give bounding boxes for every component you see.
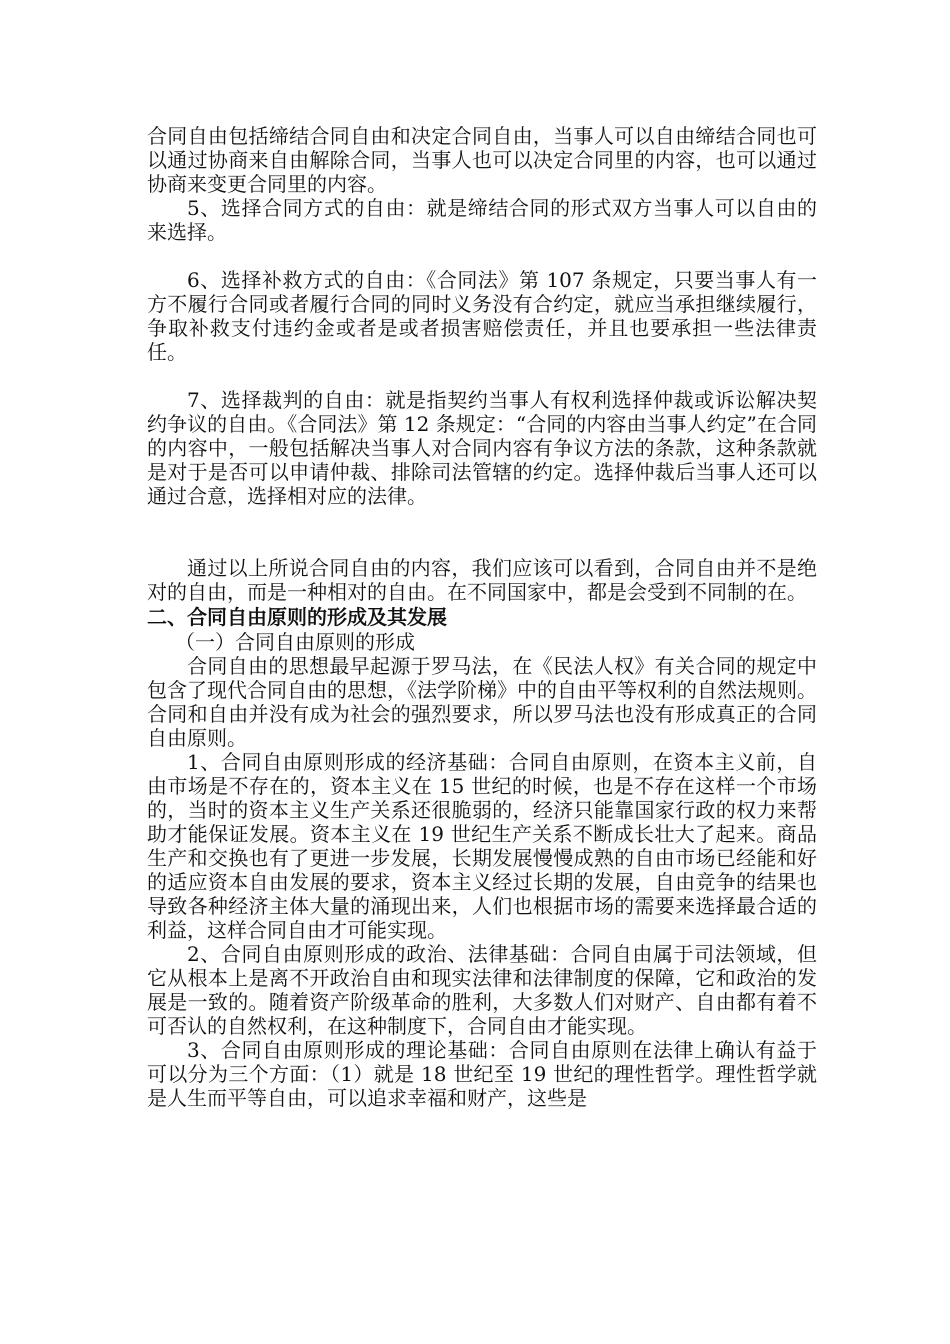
paragraph-item-5: 5、选择合同方式的自由：就是缔结合同的形式双方当事人可以自由的来选择。 xyxy=(147,196,817,244)
paragraph-item-7: 7、选择裁判的自由：就是指契约当事人有权利选择仲裁或诉讼解决契约争议的自由。《合同法》第 12 条规定：“合同的内容由当事人约定”在合同的内容中，一般包括解决当事人对合同内容有争议方法的条款，这种条款就是对于是否可以申请仲裁、排除司法管辖的约定。选择仲裁后当事人还可以通过合意，选择相对应的法律。 xyxy=(147,388,817,508)
spacer xyxy=(147,364,817,388)
section-heading: 二、合同自由原则的形成及其发展 xyxy=(147,605,447,629)
paragraph-theoretical-basis: 3、合同自由原则形成的理论基础：合同自由原则在法律上确认有益于可以分为三个方面：（1）就是 18 世纪至 19 世纪的理性哲学。理性哲学就是人生而平等自由，可以追求幸福和财产，这些是 xyxy=(147,1038,817,1110)
paragraph-economic-basis: 1、合同自由原则形成的经济基础：合同自由原则，在资本主义前，自由市场是不存在的，资本主义在 15 世纪的时候，也是不存在这样一个市场的，当时的资本主义生产关系还很脆弱的，经济只能靠国家行政的权力来帮助才能保证发展。资本主义在 19 世纪生产关系不断成长壮大了起来。商品生产和交换也有了更进一步发展，长期发展慢慢成熟的自由市场已经能和好的适应资本自由发展的要求，资本主义经过长期的发展，自由竞争的结果也导致各种经济主体大量的涌现出来，人们也根据市场的需要来选择最合适的利益，这样合同自由才可能实现。 xyxy=(147,750,817,942)
subsection-heading: （一）合同自由原则的形成 xyxy=(175,630,415,654)
document-page xyxy=(147,124,817,1110)
paragraph-contract-freedom-scope: 合同自由包括缔结合同自由和决定合同自由，当事人可以自由缔结合同也可以通过协商来自由解除合同，当事人也可以决定合同里的内容，也可以通过协商来变更合同里的内容。 xyxy=(147,124,817,196)
paragraph-conclusion: 通过以上所说合同自由的内容，我们应该可以看到，合同自由并不是绝对的自由，而是一种相对的自由。在不同国家中，都是会受到不同制的在。 xyxy=(147,556,817,604)
paragraph-political-legal-basis: 2、合同自由原则形成的政治、法律基础：合同自由属于司法领域，但它从根本上是离不开政治自由和现实法律和法律制度的保障，它和政治的发展是一致的。随着资产阶级革命的胜利，大多数人们对财产、自由都有着不可否认的自然权利，在这种制度下，合同自由才能实现。 xyxy=(147,942,817,1038)
paragraph-item-6: 6、选择补救方式的自由：《合同法》第 107 条规定，只要当事人有一方不履行合同或者履行合同的同时义务没有合约定，就应当承担继续履行，争取补救支付违约金或者是或者损害赔偿责任，并且也要承担一些法律责任。 xyxy=(147,268,817,364)
spacer xyxy=(147,244,817,268)
paragraph-origin: 合同自由的思想最早起源于罗马法，在《民法人权》有关合同的规定中包含了现代合同自由的思想，《法学阶梯》中的自由平等权利的自然法规则。合同和自由并没有成为社会的强烈要求，所以罗马法也没有形成真正的合同自由原则。 xyxy=(147,654,817,750)
spacer xyxy=(147,508,817,556)
